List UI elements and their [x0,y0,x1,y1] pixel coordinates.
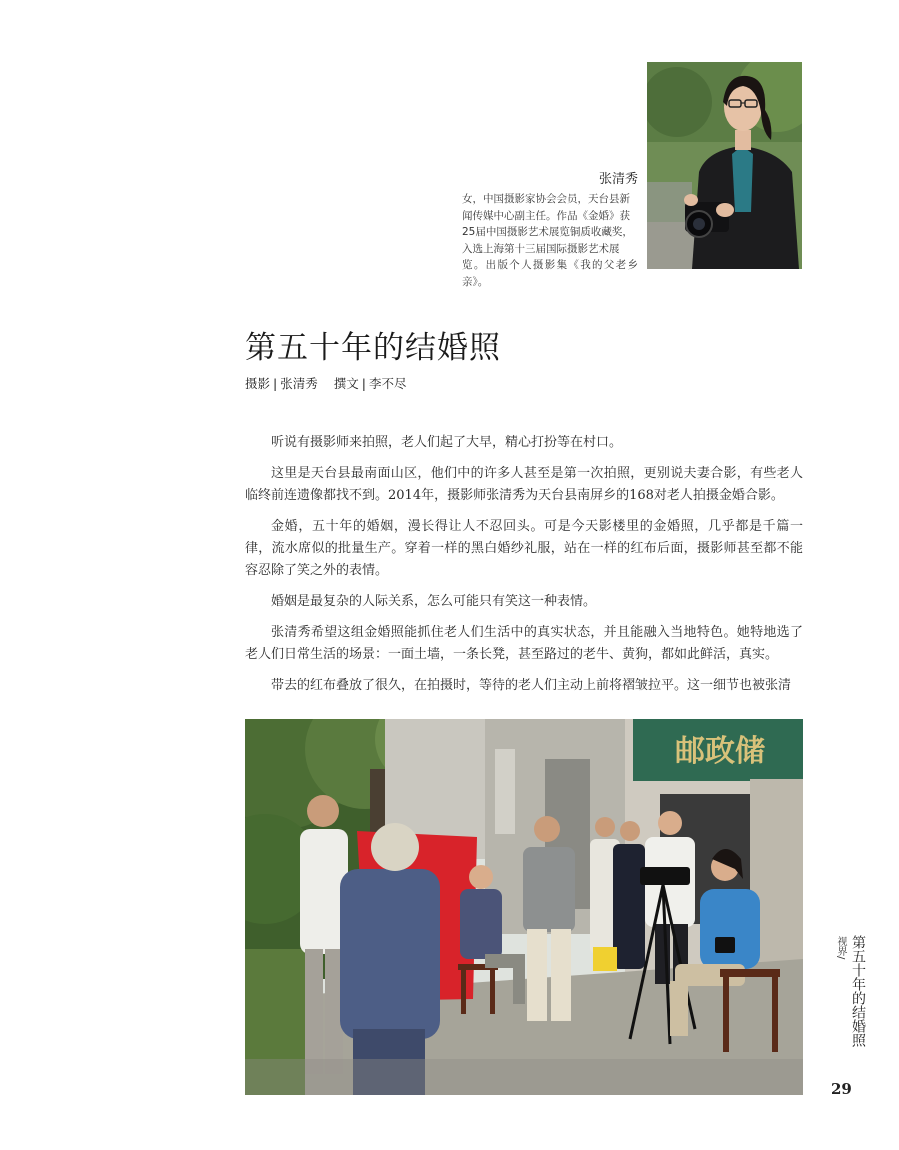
section-sidebar [833,935,866,1047]
author-portrait-image [647,62,802,269]
paragraph: 听说有摄影师来拍照，老人们起了大早，精心打扮等在村口。 [271,435,623,450]
article-credits [245,374,407,392]
section-slash: / [835,956,846,960]
section-label: 视界 [835,936,846,956]
credit-photo-name: 张清秀 [280,376,318,391]
paragraph: 带去的红布叠放了很久，在拍摄时，等待的老人们主动上前将褶皱拉平。这一细节也被张清 [271,678,792,693]
author-bio [462,170,638,290]
paragraph: 张清秀希望这组金婚照能抓住老人们生活中的真实状态，并且能融入当地特色。她特地选了老人们日常生活的场景：一面土墙，一条长凳，甚至路过的老牛、黄狗，都如此鲜活，真实。 [245,625,803,662]
article-photo [245,719,803,1095]
paragraph: 这里是天台县最南面山区，他们中的许多人甚至是第一次拍照，更别说夫妻合影，有些老人临终前连遗像都找不到。2014年，摄影师张清秀为天台县南屏乡的168对老人拍摄金婚合影。 [245,466,803,503]
page-number: 29 [831,1080,852,1098]
bio-line: 女，中国摄影家协会会员，天台县新 [462,193,630,205]
author-bio-text [462,191,638,290]
credit-separator: | [361,376,366,391]
bio-line: 入选上海第十三届国际摄影艺术展 [462,242,620,255]
author-portrait-photo [647,62,802,269]
bio-line: 25届中国摄影艺术展览铜质收藏奖， [462,226,633,238]
credit-text-name: 李不尽 [368,376,407,391]
paragraph: 婚姻是最复杂的人际关系，怎么可能只有笑这一种表情。 [271,594,597,609]
section-article-title: 第五十年的结婚照 [850,935,866,1047]
article-body [245,432,803,706]
paragraph: 金婚，五十年的婚姻，漫长得让人不忍回头。可是今天影楼里的金婚照，几乎都是千篇一律，流水席似的批量生产。穿着一样的黑白婚纱礼服，站在一样的红布后面，摄影师甚至都不能容忍除了笑之外的表情。 [245,519,803,578]
bio-line: 览。出版个人摄影集《我的父老乡亲》。 [462,259,638,288]
credit-text-label: 撰文 [333,376,359,391]
author-name: 张清秀 [598,172,638,187]
post-office-sign-text: 邮政储 [675,734,765,769]
section-name [833,936,848,959]
wedding-photo-scene [245,719,803,1095]
credit-separator: | [273,376,278,391]
credit-photo-label: 摄影 [245,376,271,391]
article-title: 第五十年的结婚照 [245,330,501,366]
bio-line: 闻传媒中心副主任。作品《金婚》获 [462,209,630,222]
